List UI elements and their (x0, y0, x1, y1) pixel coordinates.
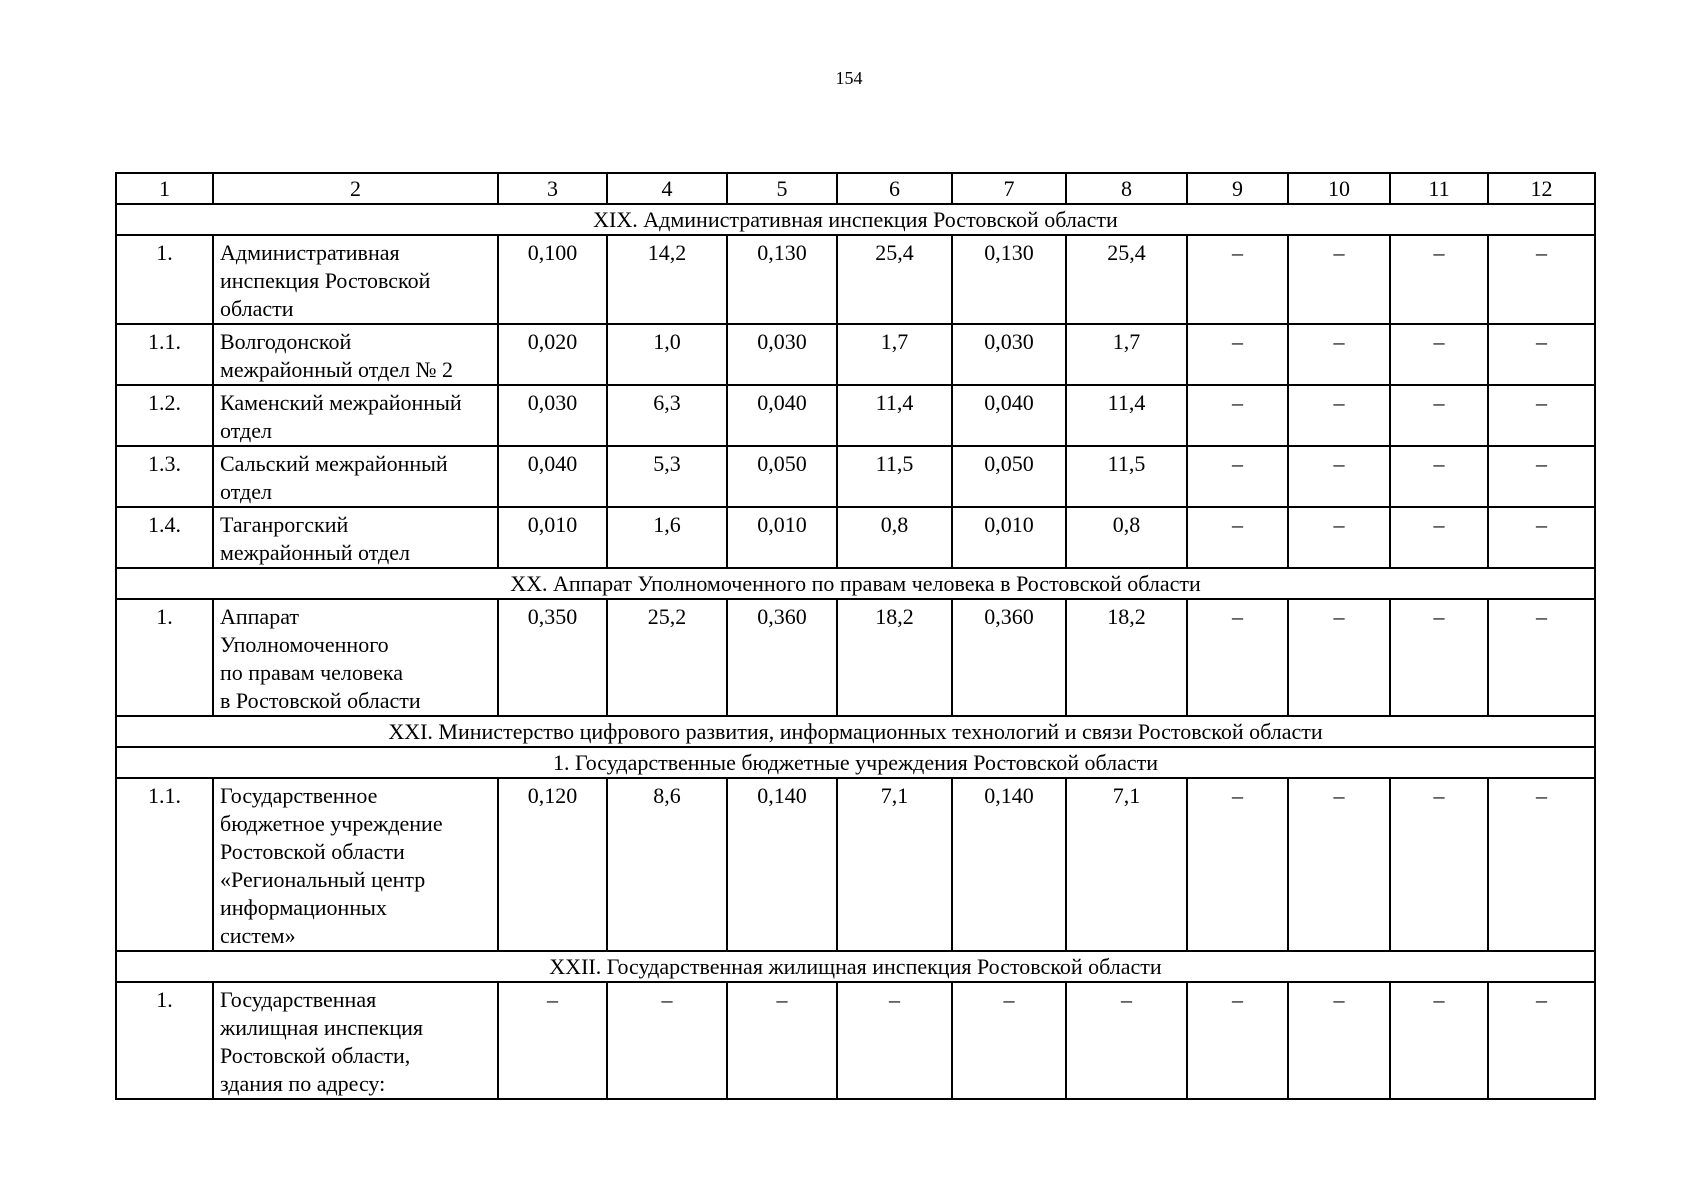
section-header-row (116, 747, 1595, 778)
column-number: 2 (213, 173, 498, 204)
column-number: 8 (1066, 173, 1187, 204)
value-cell: – (1288, 446, 1390, 507)
table-row (116, 235, 1595, 324)
value-cell: – (727, 982, 837, 1099)
row-name-line: межрайонный отдел № 2 (220, 357, 453, 382)
row-name-line: Уполномоченного (220, 632, 389, 657)
data-table (115, 172, 1596, 1100)
value-cell: 11,4 (1066, 385, 1187, 446)
value-cell: 0,8 (1066, 507, 1187, 568)
row-name (213, 385, 498, 446)
value-cell: – (1390, 235, 1488, 324)
table-row (116, 385, 1595, 446)
row-name (213, 446, 498, 507)
column-number-row (116, 173, 1595, 204)
section-header-row (116, 951, 1595, 982)
value-cell: – (1187, 982, 1288, 1099)
value-cell: – (1187, 385, 1288, 446)
value-cell: 0,8 (837, 507, 952, 568)
row-name (213, 235, 498, 324)
row-name (213, 507, 498, 568)
row-name-line: Таганрогский (220, 512, 349, 537)
row-name-line: бюджетное учреждение (220, 811, 443, 836)
value-cell: – (1187, 507, 1288, 568)
value-cell: – (1390, 385, 1488, 446)
value-cell: 18,2 (837, 599, 952, 716)
row-name-line: межрайонный отдел (220, 540, 410, 565)
value-cell: 11,5 (837, 446, 952, 507)
row-number: 1. (116, 982, 213, 1099)
row-name-line: отдел (220, 479, 272, 504)
row-name-line: информационных (220, 895, 387, 920)
value-cell: 6,3 (607, 385, 727, 446)
section-header-row (116, 716, 1595, 747)
table-body (116, 173, 1595, 1099)
value-cell: 14,2 (607, 235, 727, 324)
value-cell: – (1488, 446, 1595, 507)
value-cell: – (1288, 982, 1390, 1099)
table-row (116, 982, 1595, 1099)
value-cell: 0,040 (727, 385, 837, 446)
value-cell: 0,010 (727, 507, 837, 568)
value-cell: – (1288, 385, 1390, 446)
row-number: 1. (116, 235, 213, 324)
column-number: 6 (837, 173, 952, 204)
value-cell: – (1488, 778, 1595, 951)
value-cell: 1,6 (607, 507, 727, 568)
column-number: 5 (727, 173, 837, 204)
value-cell: 0,130 (952, 235, 1066, 324)
column-number: 11 (1390, 173, 1488, 204)
value-cell: – (1390, 982, 1488, 1099)
value-cell: 0,130 (727, 235, 837, 324)
value-cell: 7,1 (837, 778, 952, 951)
row-name-line: систем» (220, 923, 296, 948)
value-cell: 11,4 (837, 385, 952, 446)
value-cell: – (1488, 599, 1595, 716)
value-cell: – (1187, 324, 1288, 385)
value-cell: – (1288, 778, 1390, 951)
column-number: 3 (498, 173, 607, 204)
value-cell: 7,1 (1066, 778, 1187, 951)
row-name-line: инспекция Ростовской (220, 268, 431, 293)
row-name-line: Аппарат (220, 604, 300, 629)
row-name-line: «Региональный центр (220, 867, 426, 892)
column-number: 4 (607, 173, 727, 204)
value-cell: – (1390, 446, 1488, 507)
column-number: 7 (952, 173, 1066, 204)
value-cell: – (1288, 324, 1390, 385)
value-cell: – (1390, 507, 1488, 568)
value-cell: 0,140 (727, 778, 837, 951)
value-cell: 1,7 (837, 324, 952, 385)
column-number: 9 (1187, 173, 1288, 204)
value-cell: – (1288, 235, 1390, 324)
value-cell: 25,4 (1066, 235, 1187, 324)
value-cell: 0,020 (498, 324, 607, 385)
value-cell: 0,040 (498, 446, 607, 507)
value-cell: 18,2 (1066, 599, 1187, 716)
row-name-line: Государственная (220, 987, 377, 1012)
row-name-line: Ростовской области, (220, 1043, 411, 1068)
row-name-line: Государственное (220, 783, 378, 808)
value-cell: – (1187, 235, 1288, 324)
row-name-line: отдел (220, 418, 272, 443)
value-cell: – (1066, 982, 1187, 1099)
value-cell: – (1390, 778, 1488, 951)
row-number: 1.1. (116, 324, 213, 385)
table-row (116, 446, 1595, 507)
row-name-line: Административная (220, 240, 400, 265)
value-cell: – (1288, 599, 1390, 716)
value-cell: – (1288, 507, 1390, 568)
value-cell: 0,030 (952, 324, 1066, 385)
value-cell: – (952, 982, 1066, 1099)
value-cell: – (837, 982, 952, 1099)
section-header-row (116, 568, 1595, 599)
section-title: 1. Государственные бюджетные учреждения Ростовской области (116, 747, 1595, 778)
value-cell: – (1488, 982, 1595, 1099)
value-cell: 8,6 (607, 778, 727, 951)
value-cell: 1,0 (607, 324, 727, 385)
value-cell: 25,4 (837, 235, 952, 324)
column-number: 12 (1488, 173, 1595, 204)
row-name-line: Каменский межрайонный (220, 390, 462, 415)
row-number: 1.4. (116, 507, 213, 568)
row-name-line: Сальский межрайонный (220, 451, 448, 476)
table-row (116, 507, 1595, 568)
value-cell: 5,3 (607, 446, 727, 507)
row-name (213, 324, 498, 385)
value-cell: 0,010 (952, 507, 1066, 568)
row-name-line: области (220, 296, 294, 321)
section-title: XX. Аппарат Уполномоченного по правам человека в Ростовской области (116, 568, 1595, 599)
value-cell: 25,2 (607, 599, 727, 716)
value-cell: 0,030 (498, 385, 607, 446)
row-name-line: Ростовской области (220, 839, 405, 864)
row-name-line: здания по адресу: (220, 1071, 386, 1096)
row-name-line: Волгодонской (220, 329, 352, 354)
row-number: 1.2. (116, 385, 213, 446)
value-cell: – (1488, 507, 1595, 568)
row-name-line: жилищная инспекция (220, 1015, 424, 1040)
value-cell: 0,120 (498, 778, 607, 951)
value-cell: – (498, 982, 607, 1099)
row-name (213, 599, 498, 716)
value-cell: 0,100 (498, 235, 607, 324)
section-title: XIX. Административная инспекция Ростовской области (116, 204, 1595, 235)
value-cell: – (1488, 235, 1595, 324)
value-cell: – (1390, 599, 1488, 716)
value-cell: 0,360 (727, 599, 837, 716)
value-cell: – (1488, 385, 1595, 446)
table-row (116, 599, 1595, 716)
row-name-line: по правам человека (220, 660, 404, 685)
row-number: 1. (116, 599, 213, 716)
value-cell: 0,360 (952, 599, 1066, 716)
value-cell: – (1390, 324, 1488, 385)
section-header-row (116, 204, 1595, 235)
value-cell: – (1187, 446, 1288, 507)
value-cell: 0,030 (727, 324, 837, 385)
table-row (116, 778, 1595, 951)
value-cell: 1,7 (1066, 324, 1187, 385)
column-number: 1 (116, 173, 213, 204)
page-number: 154 (835, 68, 863, 88)
value-cell: – (1187, 599, 1288, 716)
column-number: 10 (1288, 173, 1390, 204)
row-name-line: в Ростовской области (220, 688, 421, 713)
table-row (116, 324, 1595, 385)
value-cell: 11,5 (1066, 446, 1187, 507)
row-name (213, 982, 498, 1099)
row-name (213, 778, 498, 951)
value-cell: 0,050 (952, 446, 1066, 507)
value-cell: 0,350 (498, 599, 607, 716)
value-cell: 0,050 (727, 446, 837, 507)
value-cell: – (1187, 778, 1288, 951)
value-cell: – (1488, 324, 1595, 385)
value-cell: 0,010 (498, 507, 607, 568)
row-number: 1.3. (116, 446, 213, 507)
value-cell: – (607, 982, 727, 1099)
value-cell: 0,040 (952, 385, 1066, 446)
section-title: XXII. Государственная жилищная инспекция Ростовской области (116, 951, 1595, 982)
row-number: 1.1. (116, 778, 213, 951)
section-title: XXI. Министерство цифрового развития, информационных технологий и связи Ростовской области (116, 716, 1595, 747)
value-cell: 0,140 (952, 778, 1066, 951)
